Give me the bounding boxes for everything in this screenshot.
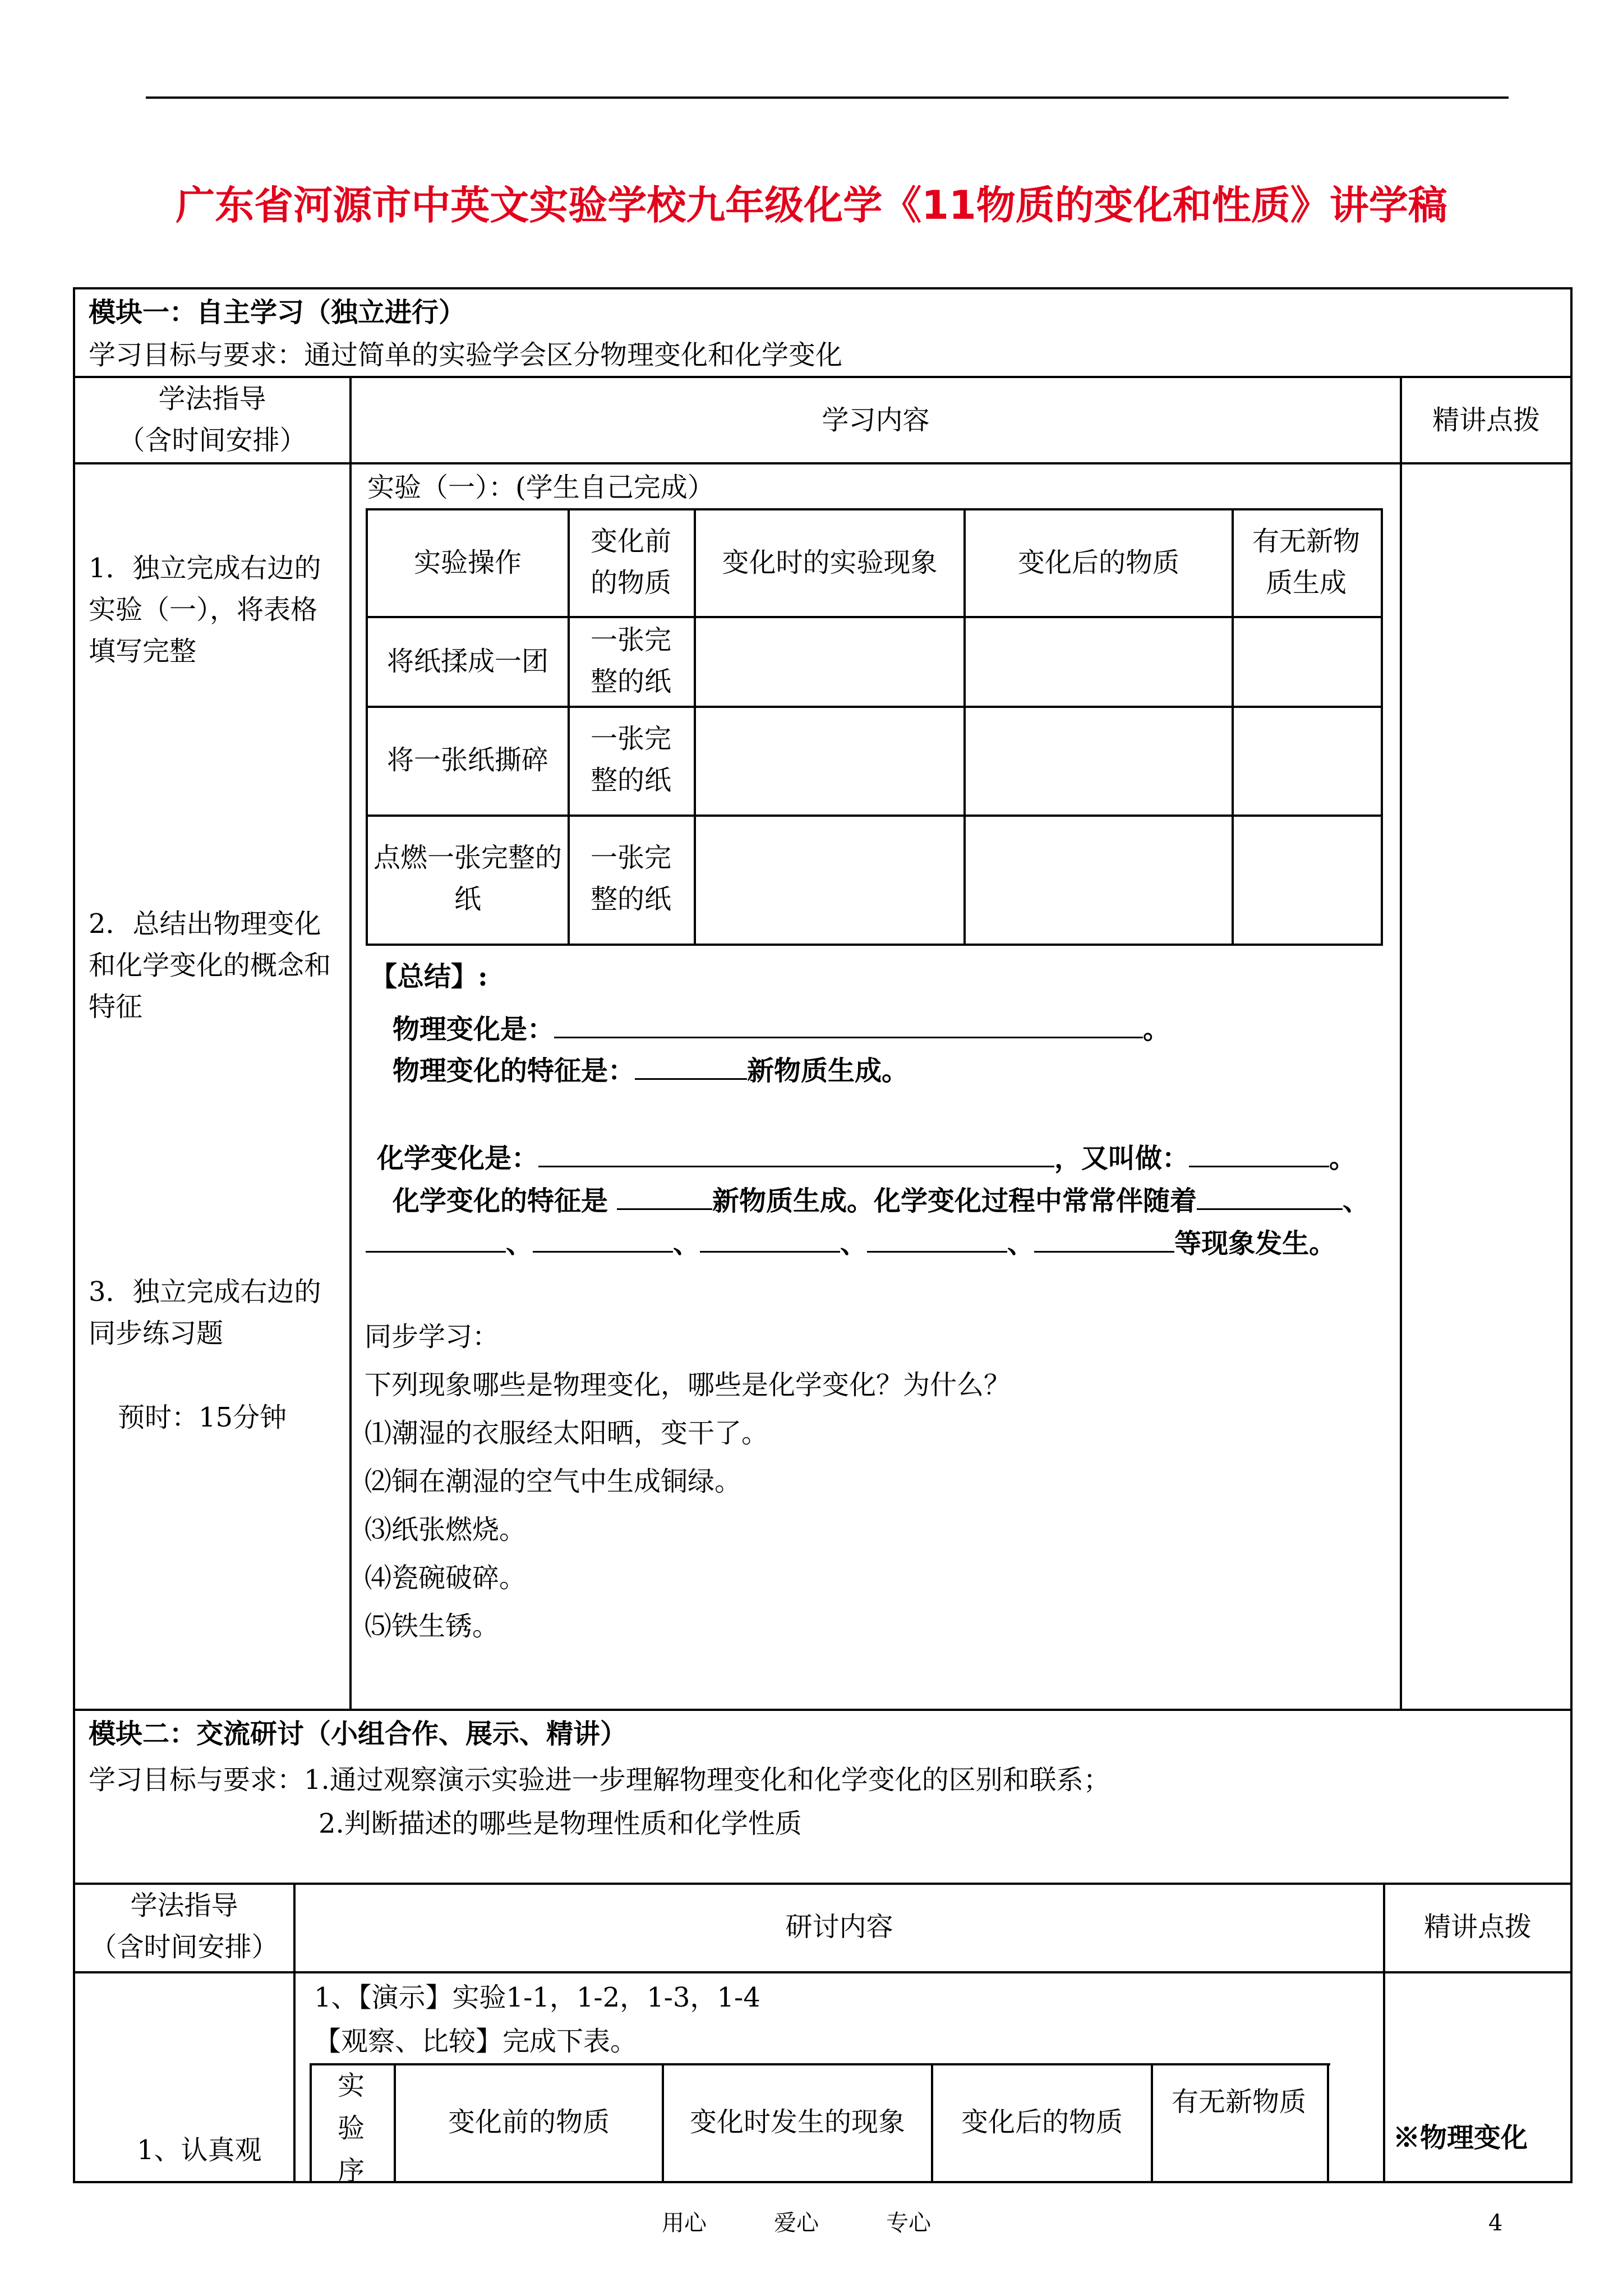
cmp-header-after: 变化后的物质 <box>961 2106 1123 2138</box>
chemical-change-feature <box>393 1180 1370 1222</box>
exp-rule-top <box>366 508 1383 510</box>
exp-header-new-substance: 有无新物质生成 <box>1252 526 1360 599</box>
m2-row-rule-2 <box>73 1971 1573 1973</box>
exp-row1-operation: 将纸揉成一团 <box>386 646 548 677</box>
footer-word: 专心 <box>886 2210 931 2236</box>
m1-guide-1: 1．独立完成右边的实验（一），将表格填写完整 <box>89 553 321 667</box>
exp-row2-before: 一张完整的纸 <box>590 723 671 796</box>
cmp-header-phenomenon: 变化时发生的现象 <box>689 2106 905 2138</box>
chem-phen-blank-1[interactable] <box>1197 1180 1343 1210</box>
m1-col-rule-2 <box>1400 376 1402 1709</box>
sync-item: ⑵铜在潮湿的空气中生成铜绿。 <box>365 1466 742 1497</box>
exp-row3-before: 一张完整的纸 <box>590 842 671 915</box>
outer-right-border <box>1570 287 1573 2183</box>
document-title: 广东省河源市中英文实验学校九年级化学《11物质的变化和性质》讲学稿 <box>176 182 1447 228</box>
m1-col-content: 学习内容 <box>822 404 930 436</box>
sync-item: ⑸铁生锈。 <box>365 1611 500 1642</box>
m2-col-guide-line2: （含时间安排） <box>90 1931 279 1963</box>
exp-col-5 <box>1381 508 1383 946</box>
chem-phen-comma-5: 、 <box>1007 1228 1035 1259</box>
module2-heading: 模块二：交流研讨（小组合作、展示、精讲） <box>89 1718 628 1750</box>
m2-tip-1: ※物理变化 <box>1393 2122 1528 2154</box>
exp-header-phenomenon: 变化时的实验现象 <box>722 547 938 578</box>
phys-def-label: 物理变化是： <box>393 1014 555 1045</box>
m1-border-top <box>73 287 1573 289</box>
page-number: 4 <box>1488 2210 1503 2236</box>
chem-phen-comma-1: 、 <box>1343 1185 1370 1217</box>
chem-def-period: 。 <box>1329 1143 1357 1174</box>
chem-phen-comma-2: 、 <box>506 1228 533 1259</box>
chem-aka-label: ，又叫做： <box>1054 1143 1189 1174</box>
m1-row-rule-2 <box>73 462 1573 464</box>
sync-question: 下列现象哪些是物理变化，哪些是化学变化？为什么？ <box>365 1369 1011 1401</box>
chem-phen-end: 等现象发生。 <box>1174 1228 1336 1259</box>
module2-goal-2: 2.判断描述的哪些是物理性质和化学性质 <box>319 1808 802 1839</box>
cmp-col-5 <box>1327 2063 1329 2181</box>
exp-rule-3 <box>366 815 1383 817</box>
m2-border-bottom <box>73 2181 1573 2183</box>
sync-item: ⑷瓷碗破碎。 <box>365 1562 527 1594</box>
chem-aka-blank[interactable] <box>1189 1138 1329 1167</box>
physical-change-feature <box>393 1050 909 1092</box>
chem-feature-blank[interactable] <box>617 1180 712 1210</box>
exp-row2-operation: 将一张纸撕碎 <box>386 744 548 776</box>
chem-def-blank[interactable] <box>538 1138 1054 1167</box>
m2-col-content: 研讨内容 <box>785 1911 893 1943</box>
m1-col-guide-line1: 学法指导 <box>158 383 266 415</box>
sync-item: ⑶纸张燃烧。 <box>365 1514 527 1545</box>
cmp-header-before: 变化前的物质 <box>448 2106 610 2138</box>
summary-label: 【总结】: <box>370 961 488 992</box>
exp-col-4 <box>1232 508 1234 946</box>
cmp-header-new-substance: 有无新物质 <box>1171 2086 1306 2118</box>
phys-def-period: 。 <box>1143 1014 1170 1045</box>
phys-feature-label: 物理变化的特征是： <box>393 1055 635 1087</box>
m2-col-tips: 精讲点拨 <box>1423 1911 1532 1943</box>
cmp-header-seq: 实验序 <box>337 2070 365 2187</box>
exp-rule-2 <box>366 706 1383 708</box>
exp-row1-before: 一张完整的纸 <box>590 624 671 697</box>
chem-phen-comma-4: 、 <box>840 1228 868 1259</box>
exp-header-operation: 实验操作 <box>413 547 522 578</box>
chem-phen-blank-5[interactable] <box>867 1223 1007 1253</box>
m2-col-guide-line1: 学法指导 <box>130 1890 238 1921</box>
sync-title: 同步学习： <box>365 1321 500 1352</box>
physical-change-definition <box>393 1009 1170 1050</box>
phys-feature-suffix: 新物质生成。 <box>747 1055 909 1087</box>
chem-def-label: 化学变化是： <box>377 1143 539 1174</box>
m1-border-bottom <box>73 1709 1573 1711</box>
chemical-change-definition <box>377 1138 1356 1179</box>
cmp-col-4 <box>1151 2063 1153 2181</box>
sync-item: ⑴潮湿的衣服经太阳晒，变干了。 <box>365 1418 769 1449</box>
m1-col-guide <box>75 378 349 461</box>
chemical-change-phenomena <box>366 1223 1336 1264</box>
exp-rule-1 <box>366 616 1383 618</box>
m1-col-tips: 精讲点拨 <box>1432 404 1540 436</box>
m2-row-rule-1 <box>73 1883 1573 1885</box>
chem-phen-blank-4[interactable] <box>700 1223 840 1253</box>
exp-row3-operation: 点燃一张完整的纸 <box>374 842 562 915</box>
chem-phen-blank-6[interactable] <box>1034 1223 1174 1253</box>
m1-guide-3: 3．独立完成右边的同步练习题 <box>89 1276 321 1349</box>
observe-line: 【观察、比较】完成下表。 <box>314 2026 638 2057</box>
m1-col-rule-1 <box>349 376 352 1709</box>
module1-heading: 模块一：自主学习（独立进行） <box>89 297 466 328</box>
chem-phen-comma-3: 、 <box>673 1228 700 1259</box>
module1-goal: 学习目标与要求：通过简单的实验学会区分物理变化和化学变化 <box>89 339 843 371</box>
chem-feature-suffix: 新物质生成。化学变化过程中常常伴随着 <box>712 1185 1197 1217</box>
chem-phen-blank-2[interactable] <box>366 1223 506 1253</box>
exp-header-before: 变化前的物质 <box>590 526 671 599</box>
m1-guide-2: 2．总结出物理变化和化学变化的概念和特征 <box>89 908 331 1023</box>
chem-feature-label: 化学变化的特征是 <box>393 1185 608 1217</box>
exp-rule-bottom <box>366 944 1383 946</box>
exp-col-1 <box>568 508 570 946</box>
m2-col-guide <box>75 1885 293 1968</box>
experiment-title: 实验（一）：(学生自己完成） <box>367 472 714 503</box>
cmp-col-0 <box>310 2063 312 2181</box>
demo-line: 1、【演示】实验1-1，1-2，1-3，1-4 <box>314 1982 760 2013</box>
chem-phen-blank-3[interactable] <box>533 1223 673 1253</box>
phys-feature-blank[interactable] <box>635 1050 747 1080</box>
header-rule <box>146 96 1509 99</box>
exp-header-after: 变化后的物质 <box>1017 547 1179 578</box>
cmp-rule-top <box>310 2063 1330 2065</box>
m2-guide-1: 1、认真观 <box>137 2134 262 2166</box>
footer-word: 爱心 <box>774 2210 819 2236</box>
m1-guide-time: 预时：15分钟 <box>118 1402 287 1433</box>
footer-word: 用心 <box>662 2210 707 2236</box>
phys-def-blank[interactable] <box>554 1009 1143 1038</box>
m1-col-guide-line2: （含时间安排） <box>118 425 307 456</box>
module2-goal-1: 学习目标与要求：1.通过观察演示实验进一步理解物理变化和化学变化的区别和联系； <box>89 1764 1110 1796</box>
